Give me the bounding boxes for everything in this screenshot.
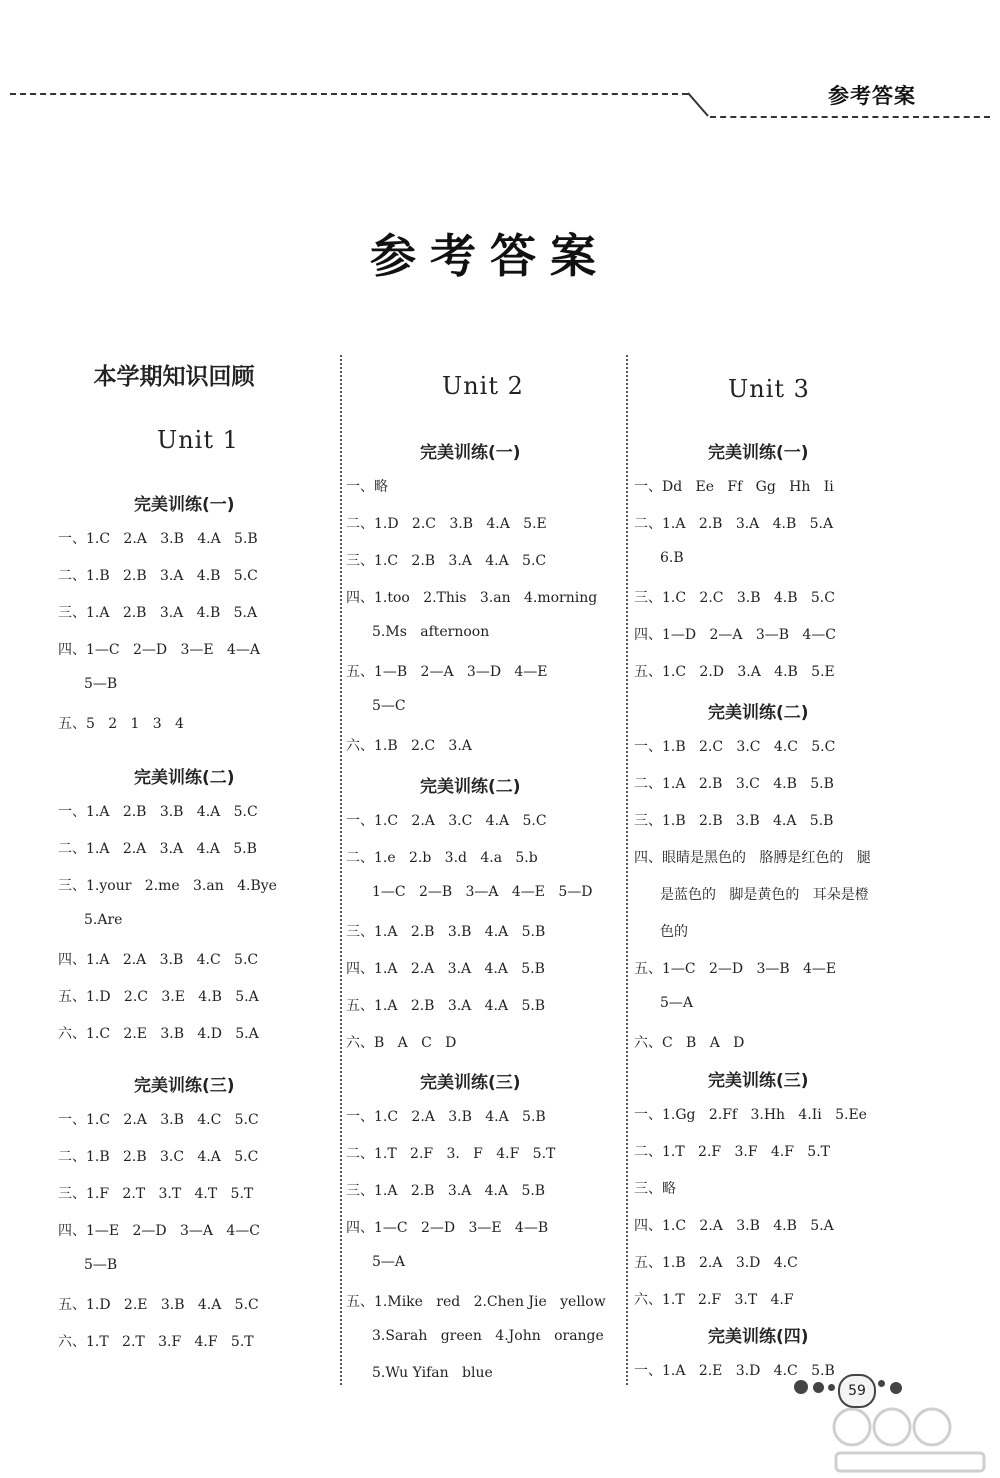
section-title: 完美训练(一)	[134, 495, 235, 515]
answer-line: 色的	[660, 924, 688, 940]
answer-line: 1—C 2—B 3—A 4—E 5—D	[372, 884, 593, 900]
answer-line: 是蓝色的 脚是黄色的 耳朵是橙	[660, 887, 869, 903]
answer-line: 六、B A C D	[346, 1035, 457, 1051]
answer-line: 5—B	[84, 676, 118, 692]
answer-line: 二、1.A 2.B 3.A 4.B 5.A	[634, 516, 834, 532]
answer-line: 二、1.A 2.A 3.A 4.A 5.B	[58, 841, 257, 857]
answer-line: 四、1.A 2.A 3.B 4.C 5.C	[58, 952, 259, 968]
answer-line: 一、1.C 2.A 3.B 4.A 5.B	[58, 531, 258, 547]
section-title: 完美训练(四)	[708, 1327, 809, 1347]
unit-heading: Unit 3	[728, 375, 810, 403]
unit-heading: Unit 2	[442, 372, 524, 400]
answer-line: 6.B	[660, 550, 684, 566]
section-title: 完美训练(二)	[134, 768, 235, 788]
answer-line: 一、1.B 2.C 3.C 4.C 5.C	[634, 739, 836, 755]
answer-line: 五、1.D 2.C 3.E 4.B 5.A	[58, 989, 259, 1005]
answer-line: 三、1.your 2.me 3.an 4.Bye	[58, 878, 277, 894]
header-rule-bend	[686, 88, 712, 120]
column-divider-1	[340, 355, 342, 1385]
answer-line: 二、1.D 2.C 3.B 4.A 5.E	[346, 516, 547, 532]
answer-line: 5—A	[372, 1254, 406, 1270]
header-title: 参考答案	[828, 84, 916, 108]
answer-line: 三、略	[634, 1181, 676, 1197]
page-number: 59	[838, 1374, 876, 1408]
answer-line: 一、1.C 2.A 3.B 4.A 5.B	[346, 1109, 546, 1125]
answer-line: 六、1.T 2.F 3.T 4.F	[634, 1292, 794, 1308]
answer-line: 五、1.D 2.E 3.B 4.A 5.C	[58, 1297, 259, 1313]
answer-line: 三、1.C 2.C 3.B 4.B 5.C	[634, 590, 835, 606]
answer-line: 三、1.F 2.T 3.T 4.T 5.T	[58, 1186, 254, 1202]
footer-dot	[890, 1382, 902, 1394]
answer-line: 一、1.C 2.A 3.C 4.A 5.C	[346, 813, 547, 829]
column-divider-2	[626, 355, 628, 1385]
answer-line: 三、1.A 2.B 3.A 4.B 5.A	[58, 605, 258, 621]
answer-line: 三、1.A 2.B 3.B 4.A 5.B	[346, 924, 546, 940]
answer-line: 四、1—C 2—D 3—E 4—A	[58, 642, 260, 658]
footer-dot	[794, 1380, 808, 1394]
section-title: 完美训练(一)	[708, 443, 809, 463]
footer-dot	[828, 1384, 835, 1391]
section-title: 完美训练(一)	[420, 443, 521, 463]
answer-line: 五、1—B 2—A 3—D 4—E	[346, 664, 548, 680]
answer-line: 二、1.B 2.B 3.C 4.A 5.C	[58, 1149, 259, 1165]
answer-line: 5—B	[84, 1257, 118, 1273]
answer-line: 一、1.Gg 2.Ff 3.Hh 4.Ii 5.Ee	[634, 1107, 867, 1123]
answer-line: 四、1.too 2.This 3.an 4.morning	[346, 590, 598, 606]
footer-dot	[878, 1380, 885, 1387]
header-dashed-rule-right	[710, 116, 990, 118]
answer-line: 一、1.A 2.B 3.B 4.A 5.C	[58, 804, 258, 820]
answer-line: 四、1.A 2.A 3.A 4.A 5.B	[346, 961, 545, 977]
answer-line: 五、1—C 2—D 3—B 4—E	[634, 961, 837, 977]
answer-line: 3.Sarah green 4.John orange	[372, 1328, 604, 1344]
answer-line: 四、1.C 2.A 3.B 4.B 5.A	[634, 1218, 834, 1234]
answer-line: 5—C	[372, 698, 406, 714]
answer-line: 四、1—C 2—D 3—E 4—B	[346, 1220, 549, 1236]
answer-line: 四、1—E 2—D 3—A 4—C	[58, 1223, 260, 1239]
answer-line: 五、1.Mike red 2.Chen Jie yellow	[346, 1294, 606, 1310]
answer-line: 五、1.B 2.A 3.D 4.C	[634, 1255, 798, 1271]
answer-line: 二、1.A 2.B 3.C 4.B 5.B	[634, 776, 834, 792]
answer-line: 5.Ms afternoon	[372, 624, 490, 640]
answer-line: 六、C B A D	[634, 1035, 745, 1051]
answer-line: 五、1.C 2.D 3.A 4.B 5.E	[634, 664, 835, 680]
answer-line: 四、眼睛是黑色的 胳膊是红色的 腿	[634, 850, 871, 866]
answer-line: 六、1.B 2.C 3.A	[346, 738, 472, 754]
answer-line: 二、1.T 2.F 3.F 4.F 5.T	[634, 1144, 831, 1160]
answer-line: 二、1.B 2.B 3.A 4.B 5.C	[58, 568, 258, 584]
answer-line: 一、Dd Ee Ff Gg Hh Ii	[634, 479, 834, 495]
answer-line: 二、1.T 2.F 3. F 4.F 5.T	[346, 1146, 556, 1162]
answer-line: 二、1.e 2.b 3.d 4.a 5.b	[346, 850, 538, 866]
unit-heading: Unit 1	[157, 426, 239, 454]
page-title: 参考答案	[370, 229, 610, 283]
answer-line: 六、1.T 2.T 3.F 4.F 5.T	[58, 1334, 254, 1350]
answer-line: 六、1.C 2.E 3.B 4.D 5.A	[58, 1026, 259, 1042]
answer-line: 五、1.A 2.B 3.A 4.A 5.B	[346, 998, 546, 1014]
answer-line: 四、1—D 2—A 3—B 4—C	[634, 627, 837, 643]
section-title: 完美训练(二)	[420, 777, 521, 797]
answer-line: 5.Wu Yifan blue	[372, 1365, 493, 1381]
answer-line: 5—A	[660, 995, 694, 1011]
answer-line: 5.Are	[84, 912, 123, 928]
answer-line: 三、1.B 2.B 3.B 4.A 5.B	[634, 813, 834, 829]
section-title: 完美训练(三)	[708, 1071, 809, 1091]
review-title: 本学期知识回顾	[93, 364, 255, 390]
header-dashed-rule-left	[10, 93, 688, 95]
answer-line: 一、1.A 2.E 3.D 4.C 5.B	[634, 1363, 835, 1379]
answer-line: 三、1.A 2.B 3.A 4.A 5.B	[346, 1183, 546, 1199]
answer-line: 一、1.C 2.A 3.B 4.C 5.C	[58, 1112, 259, 1128]
footer-dot	[813, 1382, 824, 1393]
answer-line: 三、1.C 2.B 3.A 4.A 5.C	[346, 553, 547, 569]
section-title: 完美训练(三)	[134, 1076, 235, 1096]
answer-line: 五、5 2 1 3 4	[58, 716, 184, 732]
section-title: 完美训练(二)	[708, 703, 809, 723]
answer-line: 一、略	[346, 479, 388, 495]
section-title: 完美训练(三)	[420, 1073, 521, 1093]
watermark-logo	[830, 1405, 990, 1475]
